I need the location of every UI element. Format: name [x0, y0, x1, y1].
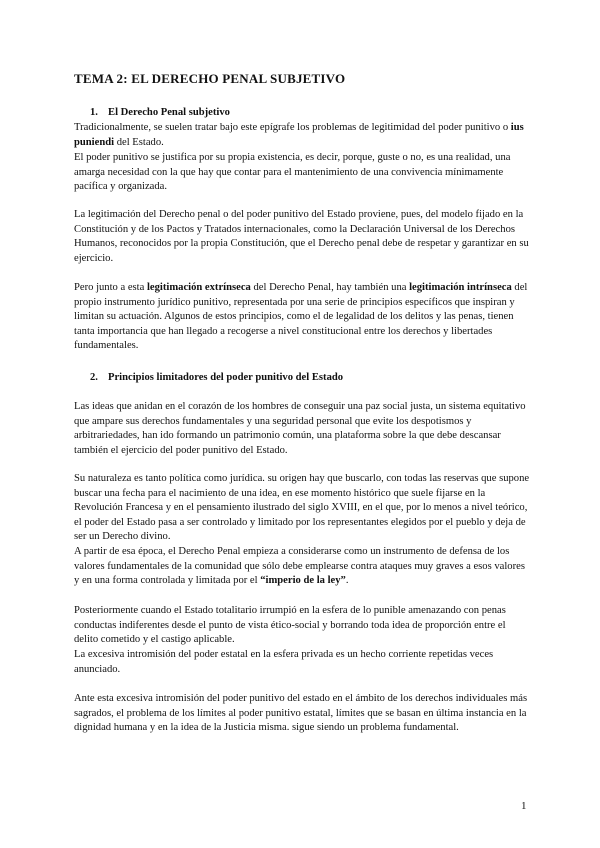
section-1-heading: [90, 106, 230, 121]
text-run: del Derecho Penal, hay también una: [250, 282, 410, 293]
text-run: del propio instrumento jurídico punitivo, representada por una serie de principios específicos que inspiran y limitan su actuación. Algunos de estos principios, como el de legalidad de los delitos y las penas, tienen tanta importancia que han llegado a recogerse a nivel constitucional entre los derechos y libertades fundamentales.: [74, 282, 528, 352]
section-2-paragraph-5: La excesiva intromisión del poder estatal en la esfera privada es un hecho corriente repetidas veces anunciado.: [74, 649, 494, 675]
section-2-title: Principios limitadores del poder punitivo del Estado: [108, 372, 344, 383]
text-run: del Estado.: [114, 136, 164, 148]
section-1-paragraph-3: La legitimación del Derecho penal o del poder punitivo del Estado proviene, pues, del modelo fijado en la Constitución y de los Pactos y Tratados internacionales, como la Declaración Universal de los Derechos Humanos, reconocidos por la propia Constitución, que el Derecho penal debe de respetar y garantizar en su ejercicio.: [74, 209, 529, 264]
section-2-number: 2.: [90, 372, 98, 383]
page-number: 1: [521, 800, 527, 812]
section-1-paragraph-2: El poder punitivo se justifica por su propia existencia, es decir, porque, guste o no, es una realidad, una amarga necesidad con la que hay que contar para el mantenimiento de una convivencia mínimamente pacífica y organizada.: [74, 152, 511, 193]
document-title: TEMA 2: EL DERECHO PENAL SUBJETIVO: [74, 71, 346, 86]
section-1-paragraph-1: [74, 121, 530, 150]
bold-term-imperio-de-la-ley: “imperio de la ley”: [260, 575, 346, 587]
section-2-paragraph-6: Ante esta excesiva intromisión del poder punitivo del estado en el ámbito de los derechos individuales más sagrados, el problema de los límites al poder punitivo estatal, límites que se basan en última instancia en la dignidad humana y en la idea de la Justicia misma. sigue siendo un problema fundamental.: [74, 693, 528, 734]
section-1-number: 1.: [90, 107, 98, 118]
bold-term-legitimacion-intrinseca: legitimación intrínseca: [409, 282, 512, 293]
section-1-paragraph-4: [74, 281, 530, 354]
section-2-paragraph-2: Su naturaleza es tanto política como jurídica. su origen hay que buscarlo, con todas las reservas que supone buscar una fecha para el nacimiento de una idea, en ese momento histórico que suele fijarse en la Revolución Francesa y en el pensamiento ilustrado del siglo XVIII, en el que, por lo menos a nivel teórico, el poder del Estado pasa a ser controlado y limitado por los representantes elegidos por el pueblo y deja de ser un Derecho divino.: [74, 473, 530, 543]
section-2-paragraph-3: [74, 545, 530, 589]
section-2-paragraph-1: Las ideas que anidan en el corazón de los hombres de conseguir una paz social justa, un sistema equitativo que ampare sus derechos fundamentales y una seguridad personal que evite los despotismos y arbitrariedades, han ido formando un patrimonio común, una plataforma sobre la que debe descansar también el ejercicio del poder punitivo del Estado.: [74, 401, 526, 456]
section-1-title: El Derecho Penal subjetivo: [108, 107, 230, 118]
text-run: .: [345, 575, 349, 587]
section-2-paragraph-4: Posteriormente cuando el Estado totalitario irrumpió en la esfera de lo punible amenazando con penas conductas indiferentes desde el punto de vista ético-social y borrando toda idea de proporción entre el delito cometido y el castigo aplicable.: [74, 605, 506, 646]
text-run: Tradicionalmente, se suelen tratar bajo este epígrafe los problemas de legitimidad del poder punitivo o: [74, 122, 509, 133]
bold-term-ius-puniendi: ius puniendi: [74, 122, 524, 148]
section-2-heading: [90, 371, 343, 386]
text-run: Pero junto a esta: [74, 282, 147, 293]
text-run: A partir de esa época, el Derecho Penal empieza a considerarse como un instrumento de defensa de los valores fundamentales de la comunidad que sólo debe emplearse contra ataques muy graves a esos valores y en una forma controlada y limitada por el: [74, 546, 525, 587]
bold-term-legitimacion-extrinseca: legitimación extrínseca: [146, 282, 251, 293]
